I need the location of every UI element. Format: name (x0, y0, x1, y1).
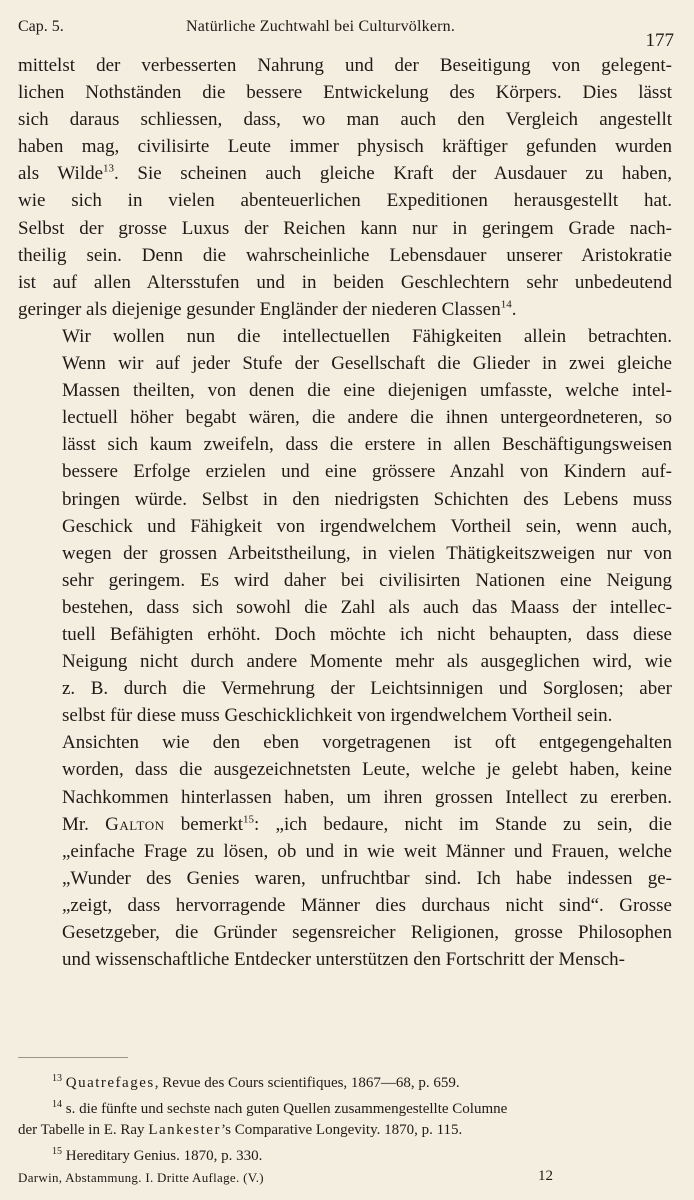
paragraph-3 (18, 729, 672, 973)
text-line: Massen theilten, von denen die eine diejenigen umfasste, welche intel- (62, 380, 672, 402)
footnote-number: 15 (52, 1146, 62, 1157)
text-line: sich daraus schliessen, dass, wo man auch den Vergleich angestellt (18, 109, 672, 131)
footnote-text: Hereditary Genius. 1870, p. 330. (65, 1148, 263, 1164)
text-line: bestehen, dass sich sowohl die Zahl als auch das Maass der intellec- (62, 596, 672, 618)
footnotes (18, 1068, 670, 1167)
body-text (18, 52, 672, 973)
footnote-13 (18, 1068, 670, 1094)
footnote-number: 14 (52, 1099, 62, 1110)
text-segment: als Wilde (18, 163, 104, 185)
text-line: lichen Nothständen die bessere Entwickelung des Körpers. Dies lässt (18, 82, 672, 104)
footnote-ref: 13 (103, 163, 115, 176)
text-line: wegen der grossen Arbeitstheilung, in vielen Thätigkeitszweigen nur von (62, 542, 672, 564)
text-segment: . (511, 298, 517, 320)
text-line: selbst für diese muss Geschicklichkeit von irgendwelchem Vortheil sein. (62, 705, 613, 727)
text-segment: : „ich bedaure, nicht im Stande zu sein, die (254, 813, 672, 835)
text-segment: . Sie scheinen auch gleiche Kraft der Ausdauer zu haben, (114, 163, 672, 185)
text-segment: geringer als diejenige gesunder Engländer der niederen Classen (18, 298, 501, 320)
footnote-text-part: ’s Comparative Longevity. 1870, p. 115. (220, 1122, 463, 1138)
text-line: „Wunder des Genies waren, unfruchtbar sind. Ich habe indessen ge- (62, 867, 672, 889)
text-line: und wissenschaftliche Entdecker unterstützen den Fortschritt der Mensch- (62, 949, 625, 971)
footnote-text-line1: s. die fünfte und sechste nach guten Quellen zusammengestellte Columne (65, 1101, 508, 1117)
text-line: „einfache Frage zu lösen, ob und in wie weit Männer und Frauen, welche (62, 840, 672, 862)
text-line (18, 160, 672, 187)
paragraph-2 (18, 323, 672, 729)
text-line: bessere Erfolge erzielen und eine grössere Anzahl von Kindern auf- (62, 461, 672, 483)
text-line: sehr geringem. Es wird daher bei civilisirten Nationen eine Neigung (62, 569, 672, 591)
footnote-author: Quatrefages (65, 1075, 155, 1091)
footnote-number: 13 (52, 1073, 62, 1084)
author-name: Galton (105, 813, 165, 835)
page-footer (18, 1168, 670, 1188)
footnote-ref: 15 (243, 813, 255, 826)
text-line: „zeigt, dass hervorragende Männer dies durchaus nicht sind“. Grosse (62, 894, 672, 916)
paragraph-1 (18, 52, 672, 323)
footnote-text: , Revue des Cours scientifiques, 1867—68, p. 659. (154, 1075, 460, 1091)
sheet-signature: Darwin, Abstammung. I. Dritte Auflage. (V.) (18, 1170, 264, 1185)
text-line: lässt sich kaum zweifeln, dass die erstere in allen Beschäftigungsweisen (62, 434, 672, 456)
text-line: z. B. durch die Vermehrung der Leichtsinnigen und Sorglosen; aber (62, 678, 672, 700)
text-line (18, 811, 672, 838)
footnote-text-part: der Tabelle in E. Ray (18, 1122, 149, 1138)
text-line: Gesetzgeber, die Gründer segensreicher Religionen, grosse Philosophen (62, 922, 672, 943)
text-line: Ansichten wie den eben vorgetragenen ist oft entgegengehalten (62, 732, 672, 754)
text-line: wie sich in vielen abenteuerlichen Expeditionen herausgestellt hat. (18, 190, 672, 212)
running-title: Natürliche Zuchtwahl bei Culturvölkern. (186, 18, 456, 35)
footnote-14 (18, 1094, 670, 1141)
running-header (18, 14, 674, 50)
text-line: lectuell höher begabt wären, die andere die ihnen untergeordneteren, so (62, 407, 672, 429)
text-line: theilig sein. Denn die wahrscheinliche Lebensdauer unserer Aristokratie (18, 244, 672, 266)
footnote-ref: 14 (500, 298, 512, 311)
text-line: Geschick und Fähigkeit von irgendwelchem Vortheil sein, wenn auch, (62, 515, 672, 537)
text-line: ist auf allen Altersstufen und in beiden Geschlechtern sehr unbedeutend (18, 271, 672, 293)
text-line: Wenn wir auf jeder Stufe der Gesellschaft die Glieder in zwei gleiche (62, 353, 672, 375)
text-line: worden, dass die ausgezeichnetsten Leute, welche je gelebt haben, keine (62, 759, 672, 781)
footnote-15 (18, 1141, 670, 1167)
text-segment: bemerkt (164, 813, 244, 835)
footnote-rule (18, 1057, 128, 1058)
text-line: Nachkommen hinterlassen haben, um ihren grossen Intellect zu ererben. (62, 786, 672, 808)
footnote-text-line2 (18, 1120, 670, 1141)
sheet-number: 12 (538, 1168, 553, 1184)
text-line: mittelst der verbesserten Nahrung und der Beseitigung von gelegent- (18, 55, 672, 76)
footnote-author: Lankester (148, 1122, 221, 1138)
text-line: tuell Befähigten erhöht. Doch möchte ich nicht behaupten, dass diese (62, 623, 672, 645)
text-line: bringen würde. Selbst in den niedrigsten Schichten des Lebens muss (62, 488, 672, 510)
text-line (18, 296, 672, 323)
text-line: Wir wollen nun die intellectuellen Fähigkeiten allein betrachten. (62, 325, 672, 347)
text-segment: Mr. (62, 813, 106, 835)
text-line: Neigung nicht durch andere Momente mehr als ausgeglichen wird, wie (62, 651, 672, 673)
text-line: haben mag, civilisirte Leute immer physisch kräftiger gefunden wurden (18, 136, 672, 158)
page-number: 177 (645, 30, 674, 51)
text-line: Selbst der grosse Luxus der Reichen kann nur in geringem Grade nach- (18, 217, 672, 239)
chapter-label: Cap. 5. (18, 18, 64, 35)
